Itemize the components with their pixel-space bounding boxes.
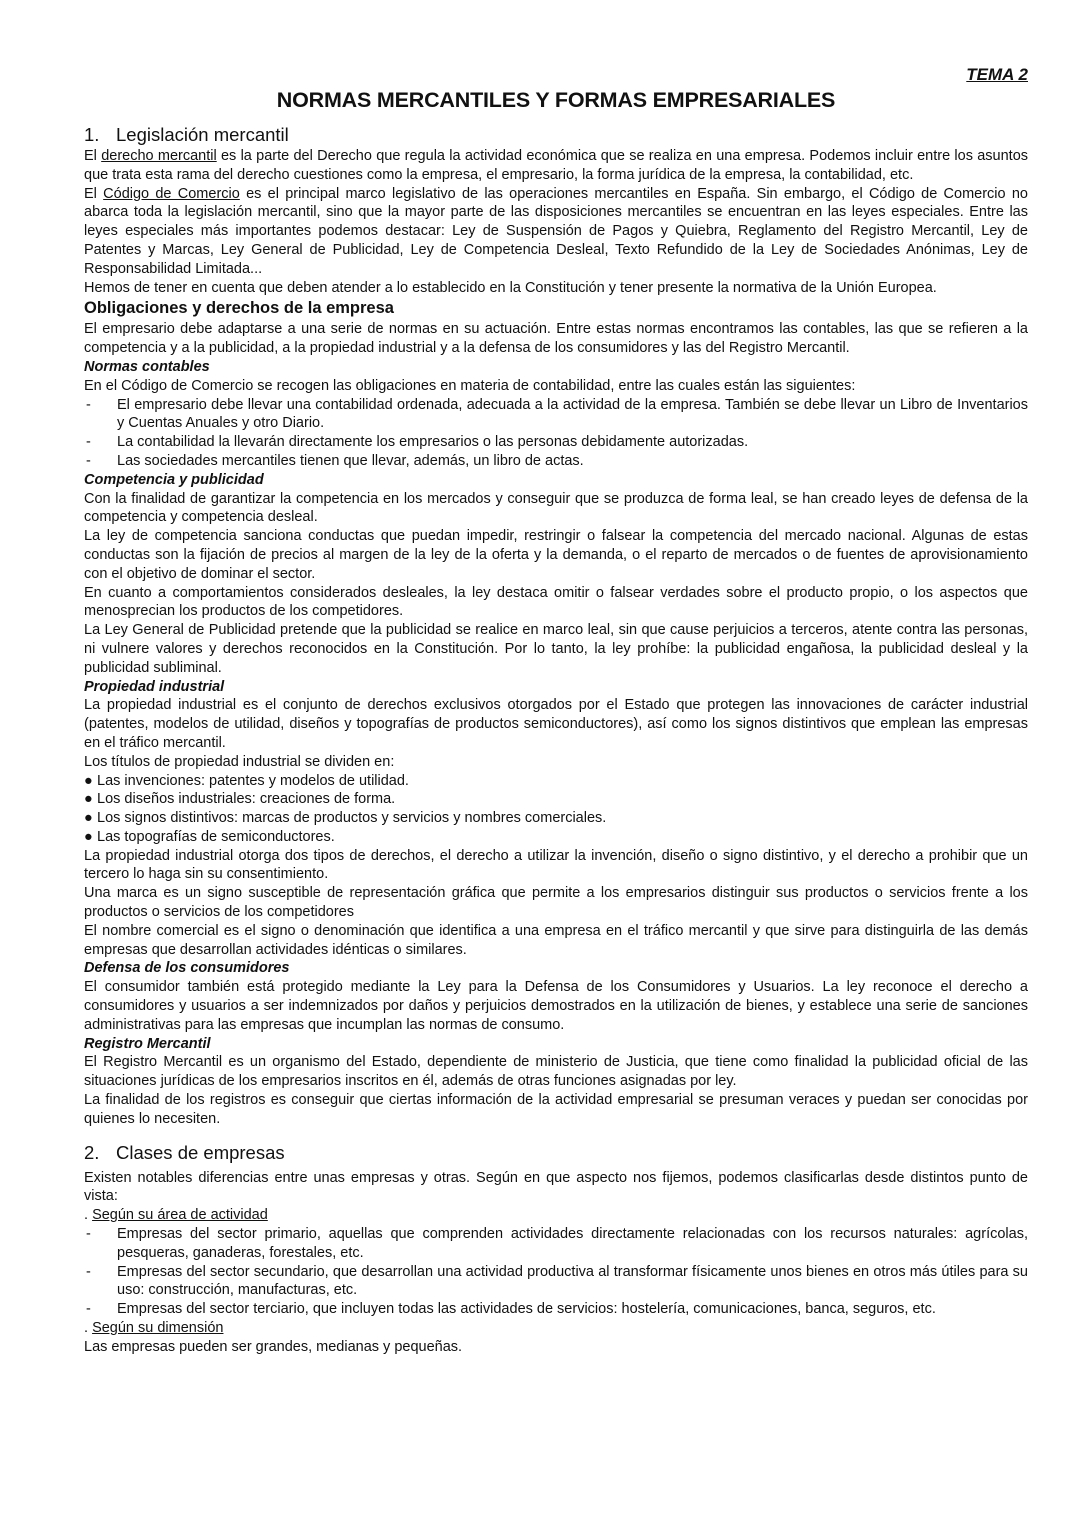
paragraph: Existen notables diferencias entre unas empresas y otras. Según en que aspecto nos fijemos, podemos clasificarlas desde distintos punto de vista: — [84, 1169, 1028, 1205]
text: es el principal marco legislativo de las operaciones mercantiles en España. Sin embargo, el Código de Comercio no abarca toda la legislación mercantil, sino que la mayor parte de las disposiciones mercantiles se encuentran en las leyes especiales. Entre las leyes especiales más importantes podemos destacar: Ley de Suspensión de Pagos y Quiebra, Reglamento del Registro Mercantil, Ley de Patentes y Marcas, Ley General de Publicidad, Ley de Competencia Desleal, Texto Refundido de la Ley de Sociedades Anónimas, Ley de Responsabilidad Limitada... — [84, 185, 1028, 277]
term-codigo-de-comercio: Código de Comercio — [103, 185, 240, 202]
normas-contables-list — [84, 396, 1028, 471]
list-item — [84, 772, 1028, 791]
section-2-heading — [84, 1141, 1028, 1165]
list-item-text: Los signos distintivos: marcas de productos y servicios y nombres comerciales. — [97, 810, 607, 827]
paragraph: El nombre comercial es el signo o denominación que identifica a una empresa en el tráfico mercantil y que sirve para distinguirla de las demás empresas que desarrollan actividades idénticas o similares. — [84, 922, 1028, 958]
section-1-number: 1. — [84, 124, 100, 145]
section-1-title: Legislación mercantil — [116, 124, 289, 145]
subheading-normas-contables: Normas contables — [84, 358, 210, 375]
list-item: - La contabilidad la llevarán directamente los empresarios o las personas debidamente autorizadas. — [84, 433, 1028, 452]
classification-label: Según su área de actividad — [92, 1207, 268, 1224]
paragraph: La propiedad industrial es el conjunto de derechos exclusivos otorgados por el Estado que protegen las innovaciones de carácter industrial (patentes, modelos de utilidad, diseños y topografías de productos semiconductores), así como los signos distintivos que emplean las empresas en el tráfico mercantil. — [84, 697, 1028, 751]
bullet-icon: ● — [84, 772, 93, 789]
section-2-title: Clases de empresas — [116, 1141, 285, 1163]
paragraph: La Ley General de Publicidad pretende que la publicidad se realice en marco leal, sin que cause perjuicios a terceros, atente contra las personas, ni vulnere valores y derechos reconocidos en la Constitución. Por lo tanto, la ley prohíbe: la publicidad engañosa, la publicidad desleal y la publicidad subliminal. — [84, 622, 1028, 676]
list-item-text: Los diseños industriales: creaciones de forma. — [97, 791, 396, 808]
text: El — [84, 185, 104, 202]
paragraph: En cuanto a comportamientos considerados desleales, la ley destaca omitir o falsear verdades sobre el producto propio, o los aspectos que menosprecian los productos de los competidores. — [84, 584, 1028, 620]
text: es la parte del Derecho que regula la actividad económica que se realiza en una empresa. Podemos incluir entre los asuntos que trata esta rama del derecho cuestiones como la empresa, el empresario, la forma jurídica de la empresa, la contabilidad, etc. — [84, 148, 1029, 183]
term-derecho-mercantil: derecho mercantil — [101, 148, 217, 164]
section-2-number: 2. — [84, 1141, 100, 1163]
bullet-icon: ● — [84, 810, 93, 827]
subheading-competencia: Competencia y publicidad — [84, 471, 264, 488]
bullet-icon: ● — [84, 791, 93, 808]
text: . — [84, 1320, 93, 1337]
text: . — [84, 1207, 93, 1224]
sector-list — [84, 1225, 1028, 1319]
paragraph: El consumidor también está protegido mediante la Ley para la Defensa de los Consumidores y Usuarios. La ley reconoce el derecho a consumidores y usuarios a ser indemnizados por daños y perjuicios demostrados en la utilización de bienes, y establece una serie de sanciones administrativas para las empresas que incumplan las normas de consumo. — [84, 979, 1028, 1033]
paragraph: El Registro Mercantil es un organismo del Estado, dependiente de ministerio de Justicia, que tiene como finalidad la publicidad oficial de las situaciones jurídicas de los empresarios inscritos en él, además de otras funciones asignadas por ley. — [84, 1054, 1028, 1090]
classification-area — [84, 1206, 1028, 1225]
paragraph: La propiedad industrial otorga dos tipos de derechos, el derecho a utilizar la invención, diseño o signo distintivo, y el derecho a prohibir que un tercero lo haga sin su consentimiento. — [84, 847, 1028, 883]
paragraph: Hemos de tener en cuenta que deben atender a lo establecido en la Constitución y tener presente la normativa de la Unión Europea. — [84, 279, 937, 296]
paragraph: Las empresas pueden ser grandes, medianas y pequeñas. — [84, 1338, 463, 1355]
section-1-heading — [84, 123, 1028, 147]
list-item: - Empresas del sector primario, aquellas que comprenden actividades directamente relacionadas con los recursos naturales: agrícolas, pesqueras, ganaderas, forestales, etc. — [84, 1225, 1028, 1263]
classification-label: Según su dimensión — [92, 1320, 224, 1337]
text: El — [84, 148, 102, 164]
paragraph: En el Código de Comercio se recogen las obligaciones en materia de contabilidad, entre las cuales están las siguientes: — [84, 377, 856, 394]
paragraph: El empresario debe adaptarse a una serie de normas en su actuación. Entre estas normas encontramos las contables, las que se refieren a la competencia y a la publicidad, a la propiedad industrial y a la defensa de los consumidores y las del Registro Mercantil. — [84, 321, 1028, 357]
document-title: NORMAS MERCANTILES Y FORMAS EMPRESARIALES — [276, 88, 836, 112]
subheading-registro-mercantil: Registro Mercantil — [84, 1035, 211, 1052]
subheading-defensa-consumidores: Defensa de los consumidores — [84, 960, 290, 977]
list-item — [84, 790, 1028, 809]
paragraph: Con la finalidad de garantizar la competencia en los mercados y conseguir que se produzca de forma leal, se han creado leyes de defensa de la competencia y competencia desleal. — [84, 490, 1028, 526]
list-item: - Empresas del sector secundario, que desarrollan una actividad productiva al transformar físicamente unos bienes en otros más útiles para su uso: construcción, manufacturas, etc. — [84, 1263, 1028, 1301]
titulos-list — [84, 772, 1028, 847]
subheading-propiedad-industrial: Propiedad industrial — [84, 678, 225, 695]
list-item: - Empresas del sector terciario, que incluyen todas las actividades de servicios: hostelería, comunicaciones, banca, seguros, etc. — [84, 1300, 1028, 1319]
tema-label: TEMA 2 — [966, 65, 1028, 84]
list-item-text: Las invenciones: patentes y modelos de utilidad. — [97, 772, 409, 789]
list-item — [84, 828, 1028, 847]
paragraph: Una marca es un signo susceptible de representación gráfica que permite a los empresarios distinguir sus productos o servicios frente a los productos o servicios de los competidores — [84, 885, 1028, 921]
paragraph: Los títulos de propiedad industrial se dividen en: — [84, 753, 395, 770]
paragraph: La finalidad de los registros es conseguir que ciertas información de la actividad empresarial se presuman veraces y puedan ser conocidas por quienes lo necesiten. — [84, 1092, 1028, 1127]
bullet-icon: ● — [84, 828, 93, 845]
paragraph: La ley de competencia sanciona conductas que puedan impedir, restringir o falsear la competencia del mercado nacional. Algunas de estas conductas son la fijación de precios al margen de la ley de la oferta y la demanda, o el reparto de mercados o de fuentes de aprovisionamiento con el objetivo de dominar el sector. — [84, 528, 1028, 582]
document-page — [84, 62, 1028, 1357]
classification-dimension — [84, 1319, 1028, 1338]
subsection-heading-obligaciones: Obligaciones y derechos de la empresa — [84, 299, 394, 318]
list-item: - El empresario debe llevar una contabilidad ordenada, adecuada a la actividad de la empresa. También se debe llevar un Libro de Inventarios y Cuentas Anuales y otro Diario. — [84, 396, 1028, 434]
list-item: - Las sociedades mercantiles tienen que llevar, además, un libro de actas. — [84, 452, 1028, 471]
paragraph — [84, 147, 1028, 185]
list-item — [84, 809, 1028, 828]
list-item-text: Las topografías de semiconductores. — [97, 828, 335, 845]
paragraph — [84, 185, 1028, 279]
